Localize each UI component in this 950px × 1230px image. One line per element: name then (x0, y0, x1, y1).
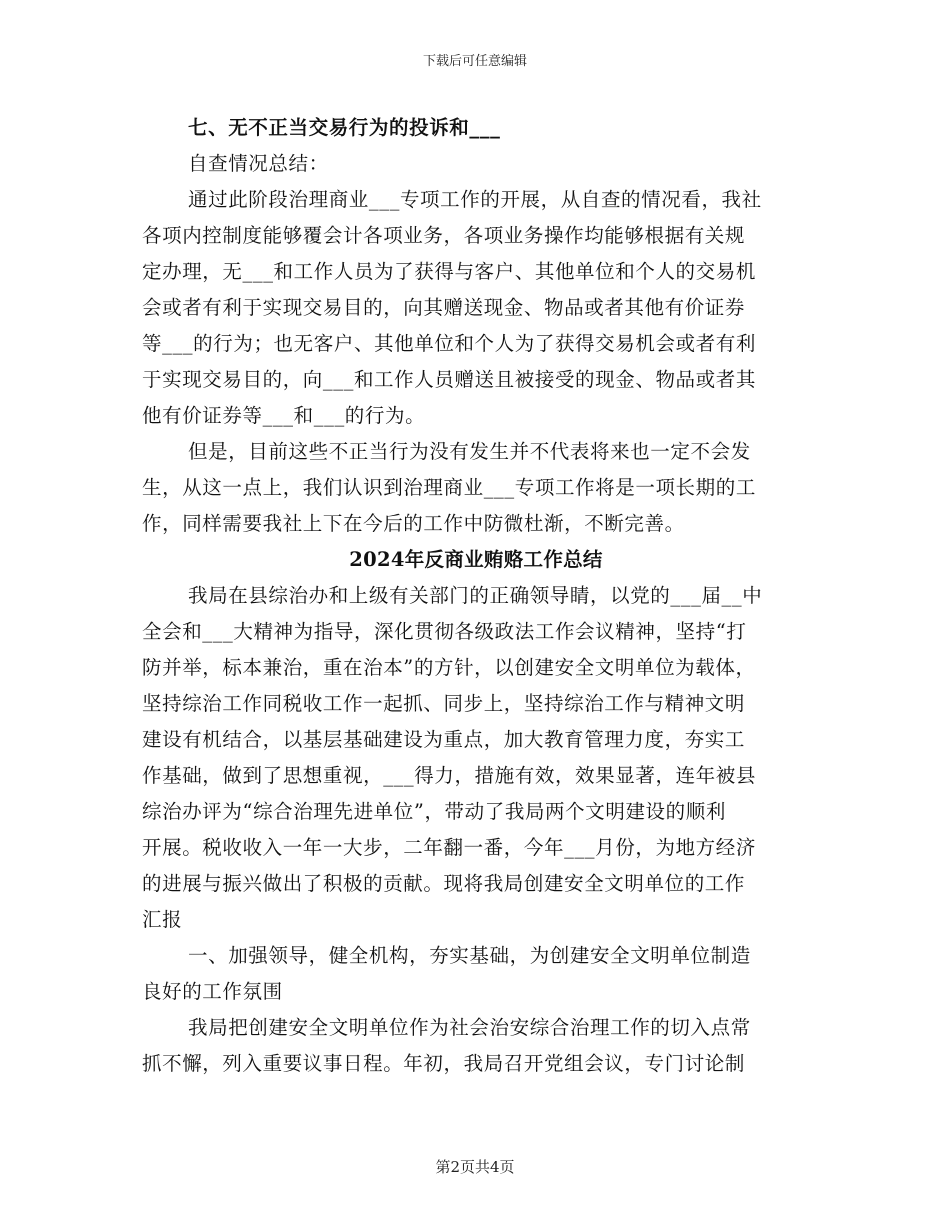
text-line: 他有价证券等___和___的行为。 (142, 404, 426, 427)
section-heading: 七、无不正当交易行为的投诉和___ (188, 116, 501, 139)
text-line: 我局把创建安全文明单位作为社会治安综合治理工作的切入点常 (188, 1016, 751, 1039)
text-line: 良好的工作氛围 (142, 980, 283, 1003)
text-line: 的进展与振兴做出了积极的贡献。现将我局创建安全文明单位的工作 (142, 872, 746, 895)
text-line: 通过此阶段治理商业___专项工作的开展，从自查的情况看，我社 (188, 188, 762, 211)
text-line: 防并举，标本兼治，重在治本”的方针，以创建安全文明单位为载体， (142, 656, 756, 679)
text-line: 会或者有利于实现交易目的，向其赠送现金、物品或者其他有价证券 (142, 296, 746, 319)
text-line: 各项内控制度能够覆会计各项业务，各项业务操作均能够根据有关规 (142, 224, 746, 247)
text-line: 等___的行为；也无客户、其他单位和个人为了获得交易机会或者有利 (142, 332, 756, 355)
text-line: 开展。税收收入一年一大步，二年翻一番，今年___月份，为地方经济 (142, 836, 756, 859)
document-body (142, 110, 810, 1082)
text-line: 综治办评为“综合治理先进单位”，带动了我局两个文明建设的顺利 (142, 800, 726, 823)
section-title: 2024年反商业贿赂工作总结 (349, 548, 603, 571)
text-line: 生，从这一点上，我们认识到治理商业___专项工作将是一项长期的工 (142, 476, 756, 499)
text-line: 抓不懈，列入重要议事日程。年初，我局召开党组会议，专门讨论制 (142, 1052, 746, 1075)
text-line: 自查情况总结： (188, 152, 329, 175)
text-line: 坚持综治工作同税收工作一起抓、同步上，坚持综治工作与精神文明 (142, 692, 746, 715)
text-line: 汇报 (142, 908, 183, 931)
text-line: 定办理，无___和工作人员为了获得与客户、其他单位和个人的交易机 (142, 260, 756, 283)
text-line: 于实现交易目的，向___和工作人员赠送且被接受的现金、物品或者其 (142, 368, 756, 391)
text-line: 我局在县综治办和上级有关部门的正确领导睛，以党的___届__中 (188, 584, 763, 607)
text-line: 建设有机结合，以基层基础建设为重点，加大教育管理力度，夯实工 (142, 728, 746, 751)
text-line: 作，同样需要我社上下在今后的工作中防微杜渐，不断完善。 (142, 512, 685, 535)
page-header: 下载后可任意编辑 (422, 54, 527, 69)
text-line: 全会和___大精神为指导，深化贯彻各级政法工作会议精神，坚持“打 (142, 620, 747, 643)
text-line: 一、加强领导，健全机构，夯实基础，为创建安全文明单位制造 (188, 944, 751, 967)
text-line: 作基础，做到了思想重视，___得力，措施有效，效果显著，连年被县 (142, 764, 756, 787)
text-line: 但是，目前这些不正当行为没有发生并不代表将来也一定不会发 (188, 440, 751, 463)
page-footer: 第2页共4页 (435, 1158, 515, 1176)
